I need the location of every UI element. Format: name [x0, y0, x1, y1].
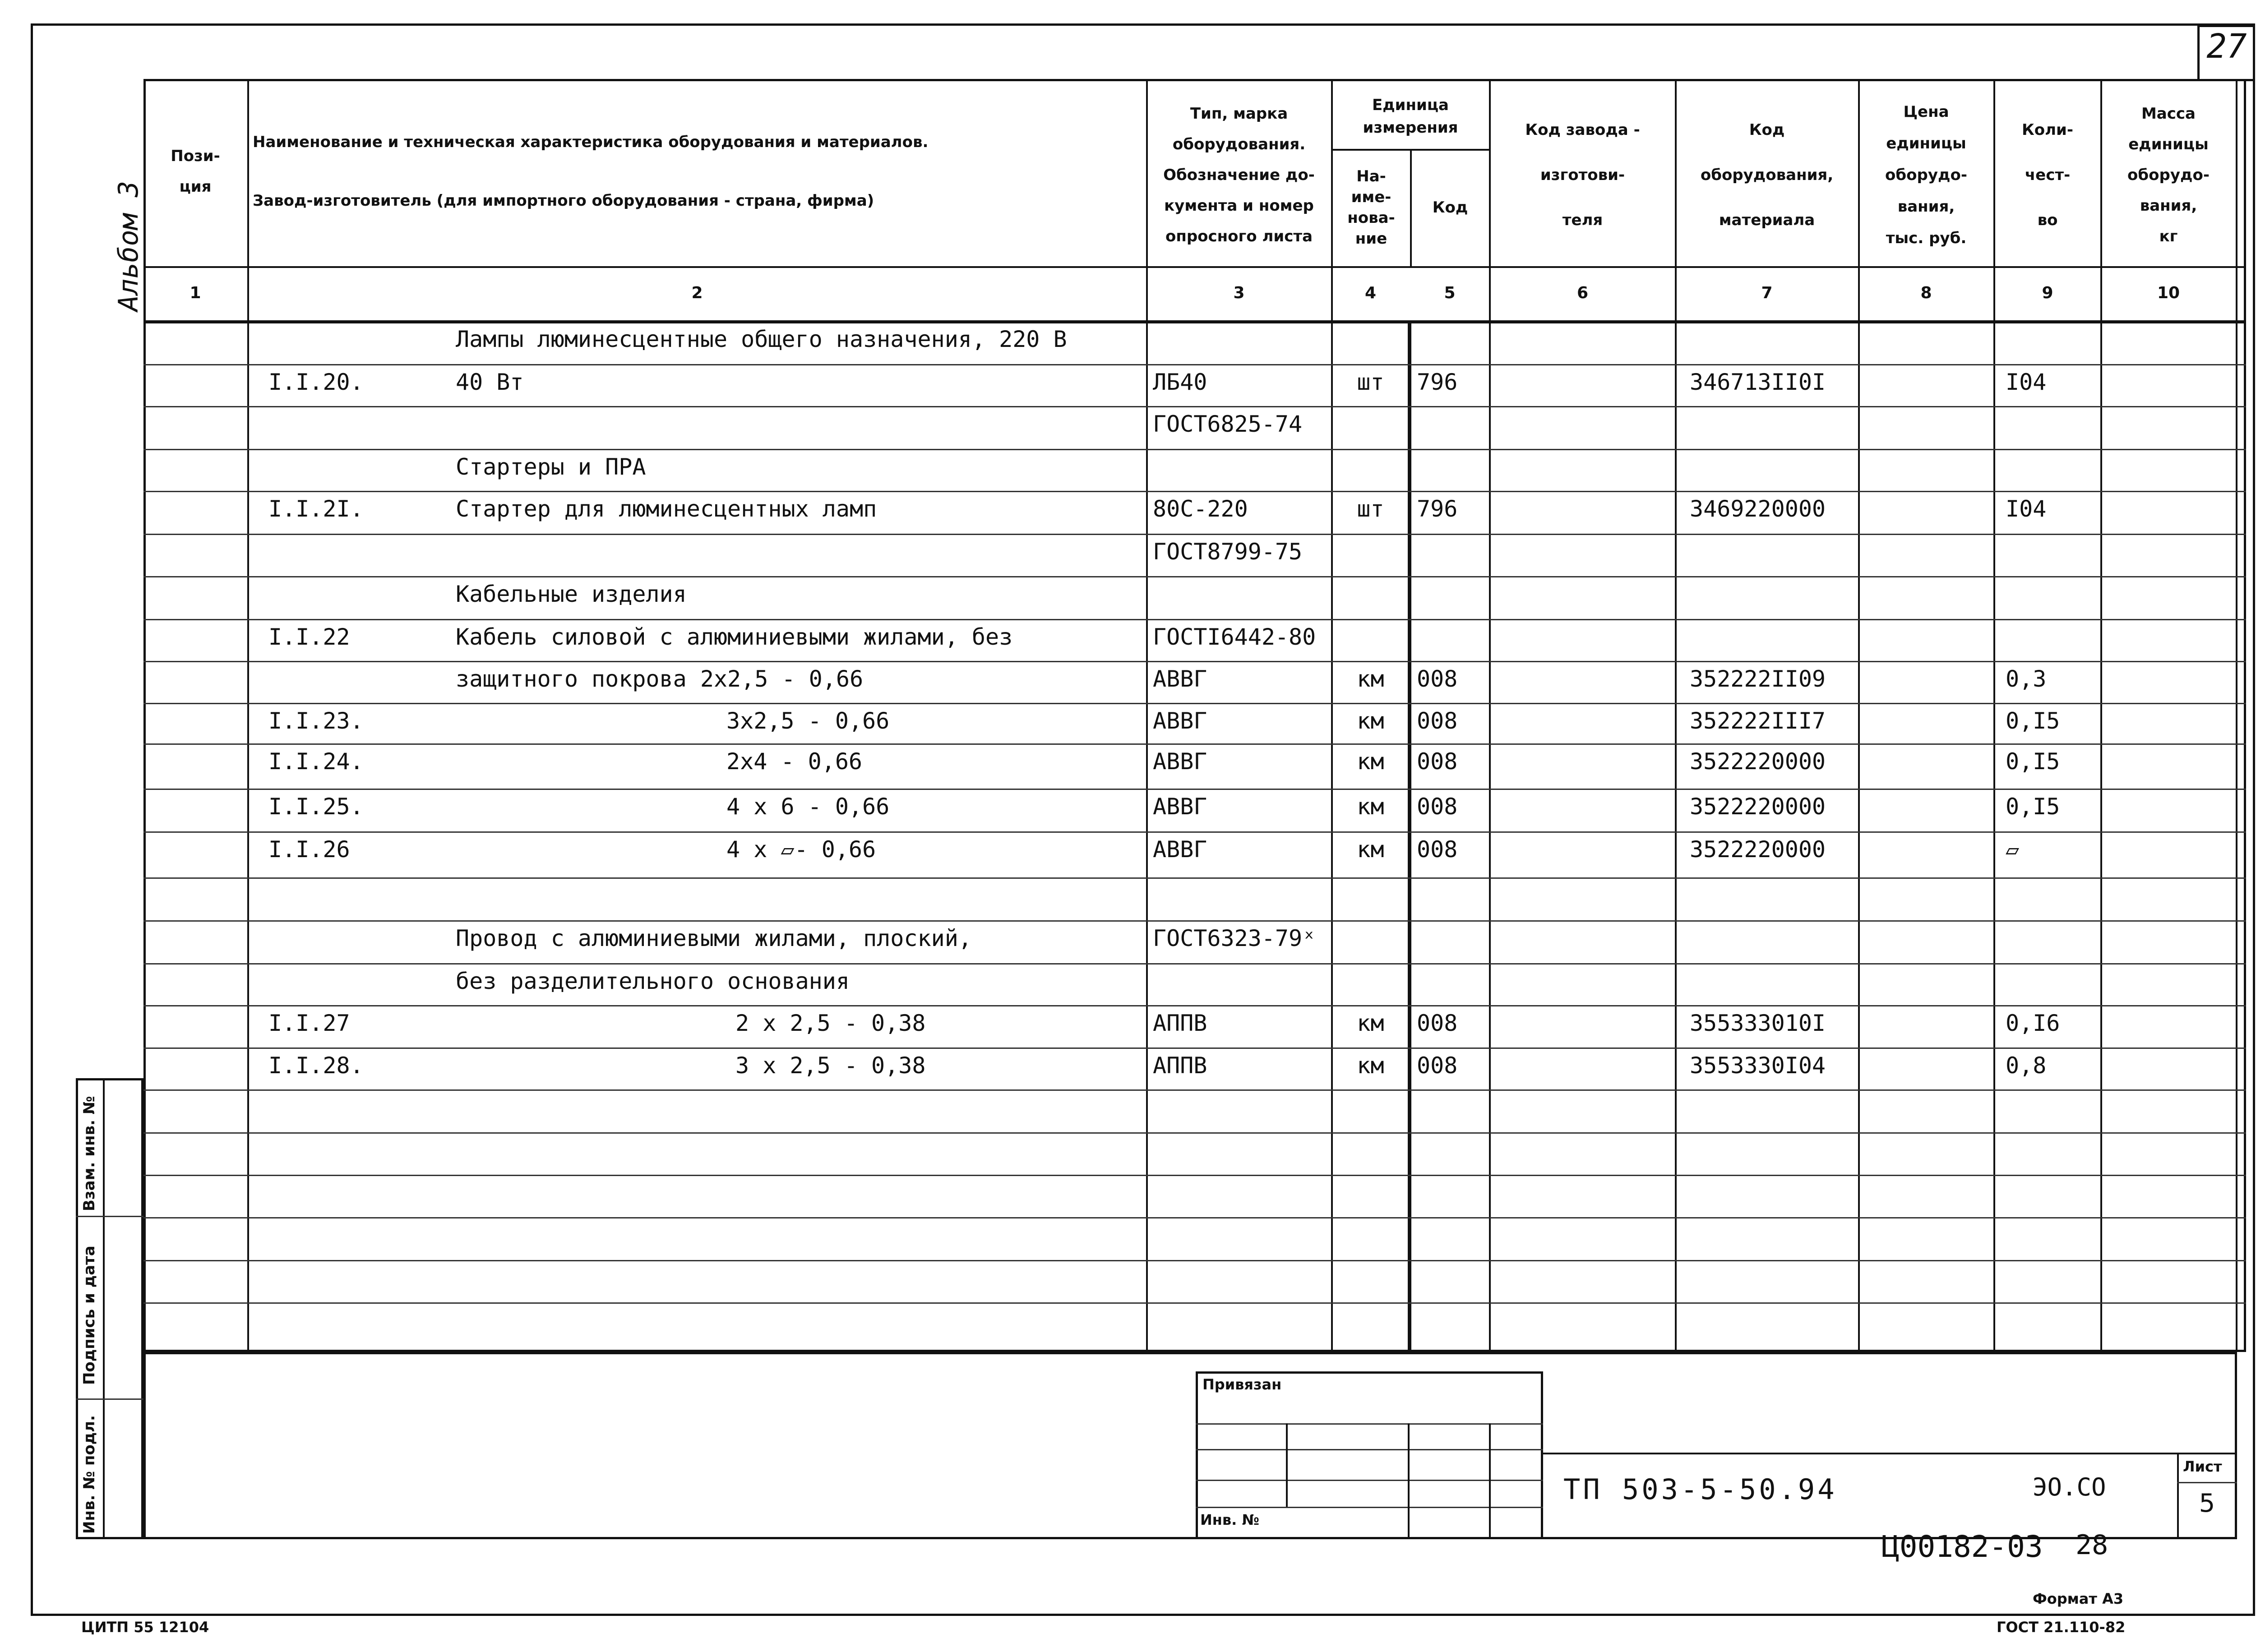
- cell-pos: I.I.20.: [268, 369, 364, 395]
- col-line: [1858, 79, 1860, 1352]
- cell-name: без разделительного основания: [456, 968, 850, 994]
- cell-matcode: 352222II09: [1690, 666, 1826, 692]
- side-stamp-line: [76, 1216, 143, 1217]
- header-plant-code: Код завода - изготови- теля: [1525, 120, 1640, 229]
- cell-qty: 0,8: [2006, 1052, 2047, 1079]
- cell-name: 3 x 2,5 - 0,38: [735, 1052, 926, 1079]
- corner-number: 27: [2206, 27, 2247, 66]
- colnum-bottom-line: [143, 320, 2246, 323]
- title-block: [143, 1352, 2237, 1539]
- row-line: [143, 831, 2246, 833]
- privyazan-line: [1196, 1423, 1543, 1425]
- cell-matcode: 3522220000: [1690, 836, 1826, 863]
- header-position: Пози- ция: [171, 147, 220, 196]
- cell-type: АППВ: [1153, 1052, 1207, 1079]
- cell-pos: I.I.28.: [268, 1052, 364, 1079]
- header-bottom-line: [143, 266, 2246, 268]
- header-quantity: Коли- чест- во: [2022, 120, 2073, 229]
- cell-type: ГОСТ6825-74: [1153, 411, 1303, 437]
- colnum-4: 4: [1364, 284, 1377, 302]
- row-line: [143, 491, 2246, 492]
- inv-no-label: Инв. №: [1200, 1511, 1259, 1528]
- cell-name: 4 x ▱- 0,66: [726, 836, 876, 863]
- sheet-box-divider: [2177, 1482, 2237, 1483]
- privyazan-col: [1286, 1423, 1288, 1507]
- header-name: Наименование и техническая характеристика оборудования и материалов. Завод-изготовитель (для импортного оборудования - страна, фирма): [253, 133, 929, 210]
- cell-pos: I.I.2I.: [268, 496, 364, 522]
- row-line: [143, 1302, 2246, 1304]
- privyazan-col: [1489, 1423, 1491, 1538]
- cell-type: ГОСТI6442-80: [1153, 624, 1316, 650]
- cell-code: 008: [1417, 794, 1458, 820]
- cell-name: 3x2,5 - 0,66: [726, 708, 890, 734]
- cell-type: АВВГ: [1153, 708, 1207, 734]
- cell-type: ГОСТ8799-75: [1153, 539, 1303, 565]
- doc-code-line: [1543, 1453, 2237, 1454]
- cell-qty: 0,I5: [2006, 794, 2060, 820]
- cell-name: 2x4 - 0,66: [726, 748, 863, 775]
- cell-type: 80С-220: [1153, 496, 1248, 522]
- col-line: [1489, 79, 1491, 1352]
- header-material-code: Код оборудования, материала: [1700, 120, 1834, 229]
- colnum-3: 3: [1233, 284, 1245, 302]
- cell-name: Провод с алюминиевыми жилами, плоский,: [456, 925, 972, 951]
- cell-name: Стартеры и ПРА: [456, 454, 646, 480]
- unit-group-line: [1331, 149, 1489, 151]
- side-inv-vzam: Взам. инв. №: [80, 1096, 98, 1211]
- cell-qty: 0,I5: [2006, 708, 2060, 734]
- cell-pos: I.I.22: [268, 624, 350, 650]
- cell-matcode: 346713II0I: [1690, 369, 1826, 395]
- cell-matcode: 3469220000: [1690, 496, 1826, 522]
- cell-matcode: 3522220000: [1690, 748, 1826, 775]
- org-label: ЦИТП 55 12104: [81, 1619, 209, 1636]
- row-line: [143, 1005, 2246, 1006]
- row-line: [143, 877, 2246, 879]
- cell-type: ГОСТ6323-79ˣ: [1153, 925, 1316, 951]
- cell-matcode: 355333010I: [1690, 1010, 1826, 1036]
- privyazan-col: [1408, 1423, 1410, 1538]
- header-price: Цена единицы оборудо- вания, тыс. руб.: [1885, 102, 1967, 247]
- cell-name: Кабель силовой с алюминиевыми жилами, без: [456, 624, 1013, 650]
- cell-pos: I.I.25.: [268, 794, 364, 820]
- cell-pos: I.I.23.: [268, 708, 364, 734]
- album-label: Альбом 3: [113, 181, 144, 311]
- cell-code: 008: [1417, 836, 1458, 863]
- section-code: ЭО.СО: [2033, 1473, 2106, 1501]
- archive-number: Ц00182-03: [1882, 1529, 2043, 1564]
- row-line: [143, 1132, 2246, 1134]
- cell-code: 796: [1417, 369, 1458, 395]
- cell-code: 008: [1417, 1010, 1458, 1036]
- cell-code: 796: [1417, 496, 1458, 522]
- cell-unit: шт: [1357, 496, 1384, 522]
- cell-unit: шт: [1357, 369, 1384, 395]
- cell-type: АВВГ: [1153, 836, 1207, 863]
- header-unit-name: На- име- нова- ние: [1347, 167, 1395, 248]
- cell-name: 40 Вт: [456, 369, 524, 395]
- side-inv-podl: Инв. № подл.: [80, 1415, 98, 1534]
- cell-qty: 0,I6: [2006, 1010, 2060, 1036]
- sheet-number: 5: [2199, 1489, 2215, 1518]
- doc-code: ТП 503-5-50.94: [1563, 1473, 1837, 1506]
- colnum-8: 8: [1920, 284, 1932, 302]
- col-line: [2236, 79, 2238, 1352]
- header-unit-code: Код: [1432, 198, 1468, 217]
- cell-qty: I04: [2006, 369, 2047, 395]
- cell-type: АВВГ: [1153, 748, 1207, 775]
- archive-sheet: 28: [2076, 1529, 2108, 1561]
- row-line: [143, 576, 2246, 577]
- cell-unit: км: [1357, 666, 1384, 692]
- row-line: [143, 364, 2246, 365]
- row-line: [143, 406, 2246, 407]
- cell-qty: 0,I5: [2006, 748, 2060, 775]
- sheet-label: Лист: [2183, 1458, 2222, 1475]
- cell-name: 2 x 2,5 - 0,38: [735, 1010, 926, 1036]
- row-line: [143, 1047, 2246, 1049]
- cell-name: защитного покрова 2x2,5 - 0,66: [456, 666, 864, 692]
- cell-code: 008: [1417, 748, 1458, 775]
- row-line: [143, 449, 2246, 450]
- colnum-9: 9: [2042, 284, 2053, 302]
- cell-pos: I.I.27: [268, 1010, 350, 1036]
- col-line: [1675, 79, 1677, 1352]
- row-line: [143, 920, 2246, 922]
- side-sign-date: Подпись и дата: [80, 1246, 98, 1385]
- cell-pos: I.I.24.: [268, 748, 364, 775]
- colnum-2: 2: [691, 284, 703, 302]
- colnum-10: 10: [2157, 284, 2180, 302]
- cell-unit: км: [1357, 708, 1384, 734]
- cell-type: АВВГ: [1153, 794, 1207, 820]
- gost-label: ГОСТ 21.110-82: [1997, 1619, 2126, 1636]
- row-line: [143, 963, 2246, 964]
- colnum-1: 1: [190, 284, 201, 302]
- cell-matcode: 3553330I04: [1690, 1052, 1826, 1079]
- format-label: Формат А3: [2033, 1590, 2124, 1607]
- row-line: [143, 1217, 2246, 1218]
- header-unit-group: Единица измерения: [1363, 96, 1458, 137]
- cell-pos: I.I.26: [268, 836, 350, 863]
- row-line: [143, 789, 2246, 790]
- cell-type: АППВ: [1153, 1010, 1207, 1036]
- privyazan-line: [1196, 1449, 1543, 1450]
- row-line: [143, 1175, 2246, 1176]
- row-line: [143, 661, 2246, 662]
- cell-name: Кабельные изделия: [456, 581, 687, 607]
- cell-unit: км: [1357, 748, 1384, 775]
- colnum-5: 5: [1444, 284, 1456, 302]
- side-stamp-divider: [103, 1078, 105, 1539]
- privyazan-label: Привязан: [1202, 1376, 1282, 1393]
- row-line: [143, 703, 2246, 704]
- col-line: [2100, 79, 2102, 1352]
- cell-unit: км: [1357, 794, 1384, 820]
- cell-name: 4 x 6 - 0,66: [726, 794, 890, 820]
- privyazan-line: [1196, 1507, 1543, 1508]
- col-line: [1410, 149, 1412, 266]
- row-line: [143, 619, 2246, 620]
- colnum-7: 7: [1761, 284, 1773, 302]
- row-line: [143, 1260, 2246, 1261]
- cell-qty: I04: [2006, 496, 2047, 522]
- cell-name: Лампы люминесцентные общего назначения, 220 В: [456, 326, 1067, 352]
- cell-matcode: 352222III7: [1690, 708, 1826, 734]
- col-line: [1993, 79, 1995, 1352]
- cell-code: 008: [1417, 708, 1458, 734]
- side-stamp-line: [76, 1398, 143, 1400]
- privyazan-line: [1196, 1480, 1543, 1481]
- cell-name: Стартер для люминесцентных ламп: [456, 496, 877, 522]
- cell-qty: ▱: [2006, 836, 2020, 863]
- row-line: [143, 743, 2246, 745]
- cell-unit: км: [1357, 1010, 1384, 1036]
- cell-qty: 0,3: [2006, 666, 2047, 692]
- cell-unit: км: [1357, 1052, 1384, 1079]
- header-type: Тип, марка оборудования. Обозначение до- кумента и номер опросного листа: [1163, 104, 1315, 245]
- row-line: [143, 534, 2246, 535]
- colnum-6: 6: [1576, 284, 1589, 302]
- cell-code: 008: [1417, 666, 1458, 692]
- row-line: [143, 1089, 2246, 1091]
- cell-type: ЛБ40: [1153, 369, 1207, 395]
- cell-unit: км: [1357, 836, 1384, 863]
- cell-code: 008: [1417, 1052, 1458, 1079]
- cell-matcode: 3522220000: [1690, 794, 1826, 820]
- header-mass: Масса единицы оборудо- вания, кг: [2127, 104, 2210, 245]
- cell-type: АВВГ: [1153, 666, 1207, 692]
